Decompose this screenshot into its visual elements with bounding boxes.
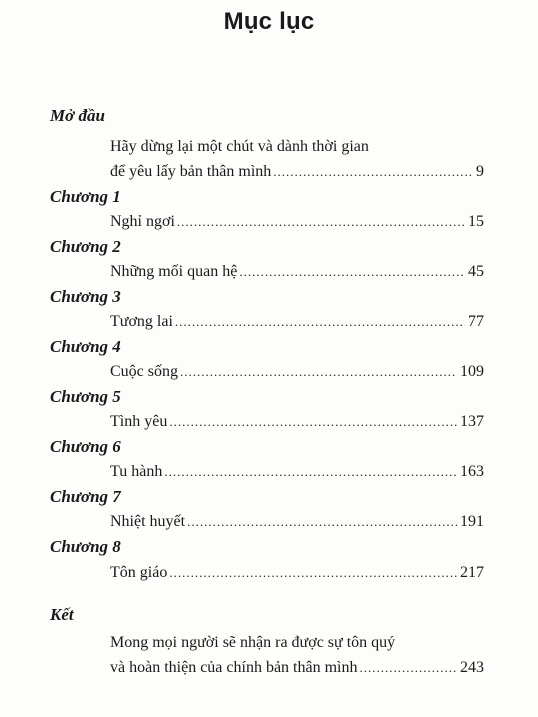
dot-leader xyxy=(169,414,457,430)
conclusion-entry[interactable] xyxy=(110,659,484,677)
chapter-8-entry[interactable] xyxy=(110,564,484,582)
chapter-2-entry[interactable] xyxy=(110,263,484,281)
dot-leader xyxy=(359,660,457,676)
dot-leader xyxy=(175,314,465,330)
intro-heading: Mở đầu xyxy=(50,106,105,125)
chapter-title: Tôn giáo xyxy=(110,564,168,581)
chapter-5-heading: Chương 5 xyxy=(50,387,121,406)
dot-leader xyxy=(187,514,457,530)
page-number: 45 xyxy=(468,263,484,280)
chapter-2-heading: Chương 2 xyxy=(50,237,121,256)
page-number: 15 xyxy=(468,213,484,230)
chapter-title: Nhiệt huyết xyxy=(110,513,186,530)
chapter-title: Những mối quan hệ xyxy=(110,263,238,280)
chapter-8-heading: Chương 8 xyxy=(50,537,121,556)
page-number: 217 xyxy=(460,564,484,581)
chapter-title: Tình yêu xyxy=(110,413,168,430)
dot-leader xyxy=(180,364,457,380)
page-title: Mục lục xyxy=(223,8,315,35)
page-number: 9 xyxy=(476,163,484,180)
dot-leader xyxy=(239,264,465,280)
page-number: 163 xyxy=(460,463,484,480)
chapter-title: Cuộc sống xyxy=(110,363,178,380)
intro-line-1: Hãy dừng lại một chút và dành thời gian xyxy=(110,138,369,155)
chapter-title: Tương lai xyxy=(110,313,173,330)
conclusion-heading: Kết xyxy=(50,605,74,624)
chapter-4-heading: Chương 4 xyxy=(50,337,121,356)
conclusion-line-1: Mong mọi người sẽ nhận ra được sự tôn quý xyxy=(110,634,396,651)
page-number: 109 xyxy=(460,363,484,380)
dot-leader xyxy=(177,214,465,230)
page-number: 77 xyxy=(468,313,484,330)
chapter-5-entry[interactable] xyxy=(110,413,484,431)
chapter-3-entry[interactable] xyxy=(110,313,484,331)
chapter-6-entry[interactable] xyxy=(110,463,484,481)
chapter-3-heading: Chương 3 xyxy=(50,287,121,306)
chapter-7-entry[interactable] xyxy=(110,513,484,531)
chapter-6-heading: Chương 6 xyxy=(50,437,121,456)
page-number: 243 xyxy=(460,659,484,676)
page-number: 191 xyxy=(460,513,484,530)
chapter-1-entry[interactable] xyxy=(110,213,484,231)
dot-leader xyxy=(164,464,457,480)
dot-leader xyxy=(169,565,457,581)
page-number: 137 xyxy=(460,413,484,430)
chapter-4-entry[interactable] xyxy=(110,363,484,381)
chapter-7-heading: Chương 7 xyxy=(50,487,121,506)
intro-line-2: để yêu lấy bản thân mình xyxy=(110,163,272,180)
conclusion-line-2: và hoàn thiện của chính bản thân mình xyxy=(110,659,358,676)
chapter-1-heading: Chương 1 xyxy=(50,187,121,206)
intro-entry[interactable] xyxy=(110,163,484,181)
dot-leader xyxy=(273,164,473,180)
chapter-title: Nghỉ ngơi xyxy=(110,213,175,230)
chapter-title: Tu hành xyxy=(110,463,163,480)
